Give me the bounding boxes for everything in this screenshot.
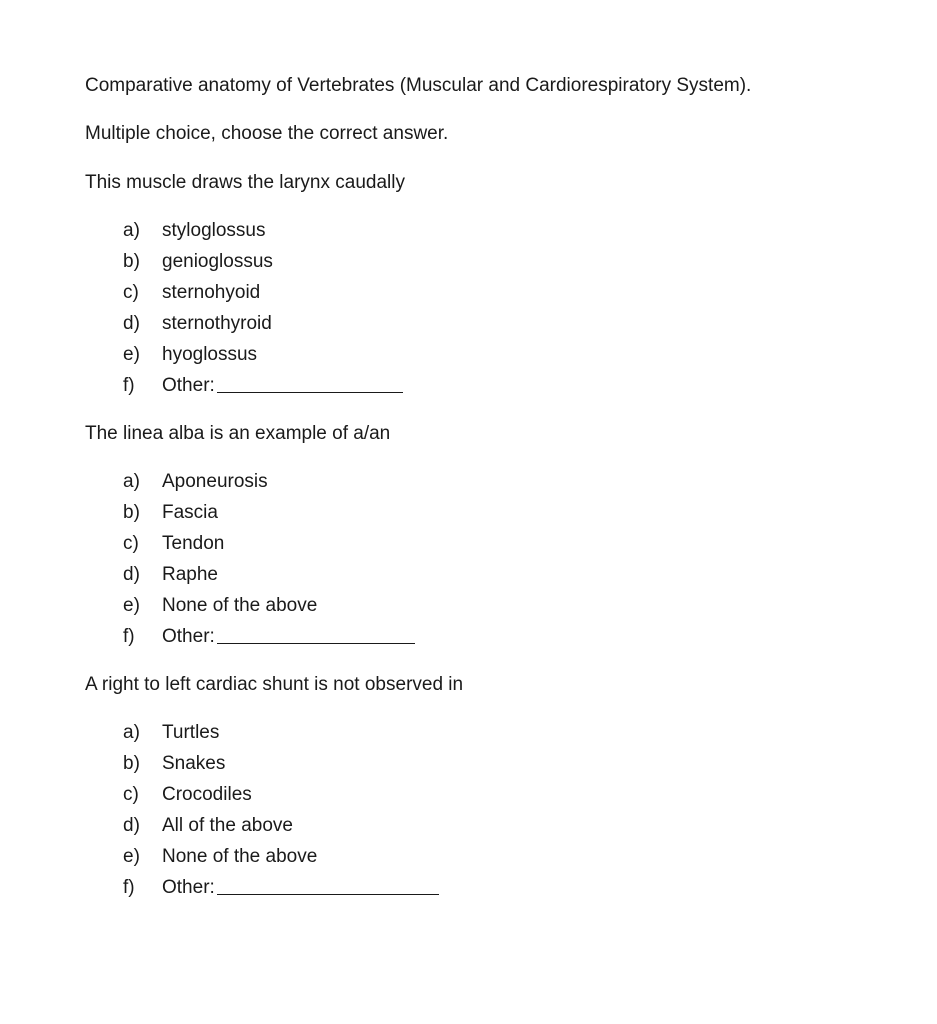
option-item [123, 594, 415, 625]
question-3-prompt: A right to left cardiac shunt is not observed in [85, 674, 464, 695]
option-letter: d) [123, 313, 140, 334]
option-letter: b) [123, 753, 140, 774]
option-letter: a) [123, 220, 140, 241]
option-item [123, 219, 403, 250]
option-item [123, 752, 439, 783]
other-answer-blank[interactable] [217, 876, 439, 895]
question-2-options [123, 470, 415, 656]
option-letter: b) [123, 251, 140, 272]
option-item [123, 250, 403, 281]
option-text: sternohyoid [162, 282, 261, 303]
option-text: Fascia [162, 502, 218, 523]
option-letter: a) [123, 471, 140, 492]
option-text: Other: [162, 626, 215, 647]
option-letter: f) [123, 626, 135, 647]
option-letter: e) [123, 344, 140, 365]
option-letter: d) [123, 564, 140, 585]
document-title: Comparative anatomy of Vertebrates (Muscular and Cardiorespiratory System). [85, 75, 752, 96]
option-letter: c) [123, 533, 139, 554]
question-1-options [123, 219, 403, 405]
option-text: None of the above [162, 846, 318, 867]
option-item [123, 625, 415, 656]
option-letter: b) [123, 502, 140, 523]
option-letter: e) [123, 846, 140, 867]
option-item [123, 501, 415, 532]
option-letter: c) [123, 784, 139, 805]
option-item [123, 343, 403, 374]
option-item [123, 563, 415, 594]
option-text: genioglossus [162, 251, 273, 272]
option-item [123, 783, 439, 814]
option-text: hyoglossus [162, 344, 258, 365]
question-1-prompt: This muscle draws the larynx caudally [85, 172, 405, 193]
option-text: Tendon [162, 533, 225, 554]
option-text: Raphe [162, 564, 218, 585]
option-item [123, 876, 439, 907]
option-item [123, 845, 439, 876]
option-text: Other: [162, 877, 215, 898]
other-answer-blank[interactable] [217, 625, 415, 644]
option-text: Other: [162, 375, 215, 396]
option-text: All of the above [162, 815, 293, 836]
question-3-options [123, 721, 439, 907]
option-item [123, 312, 403, 343]
option-letter: c) [123, 282, 139, 303]
other-answer-blank[interactable] [217, 374, 403, 393]
option-text: Snakes [162, 753, 226, 774]
option-text: Aponeurosis [162, 471, 268, 492]
option-text: None of the above [162, 595, 318, 616]
option-item [123, 721, 439, 752]
option-text: sternothyroid [162, 313, 272, 334]
option-letter: d) [123, 815, 140, 836]
option-item [123, 374, 403, 405]
question-2-prompt: The linea alba is an example of a/an [85, 423, 391, 444]
option-letter: f) [123, 375, 135, 396]
instructions: Multiple choice, choose the correct answer. [85, 123, 449, 144]
option-item [123, 281, 403, 312]
option-text: styloglossus [162, 220, 266, 241]
option-item [123, 814, 439, 845]
option-letter: a) [123, 722, 140, 743]
option-letter: e) [123, 595, 140, 616]
option-text: Turtles [162, 722, 220, 743]
option-text: Crocodiles [162, 784, 252, 805]
option-item [123, 470, 415, 501]
option-letter: f) [123, 877, 135, 898]
option-item [123, 532, 415, 563]
